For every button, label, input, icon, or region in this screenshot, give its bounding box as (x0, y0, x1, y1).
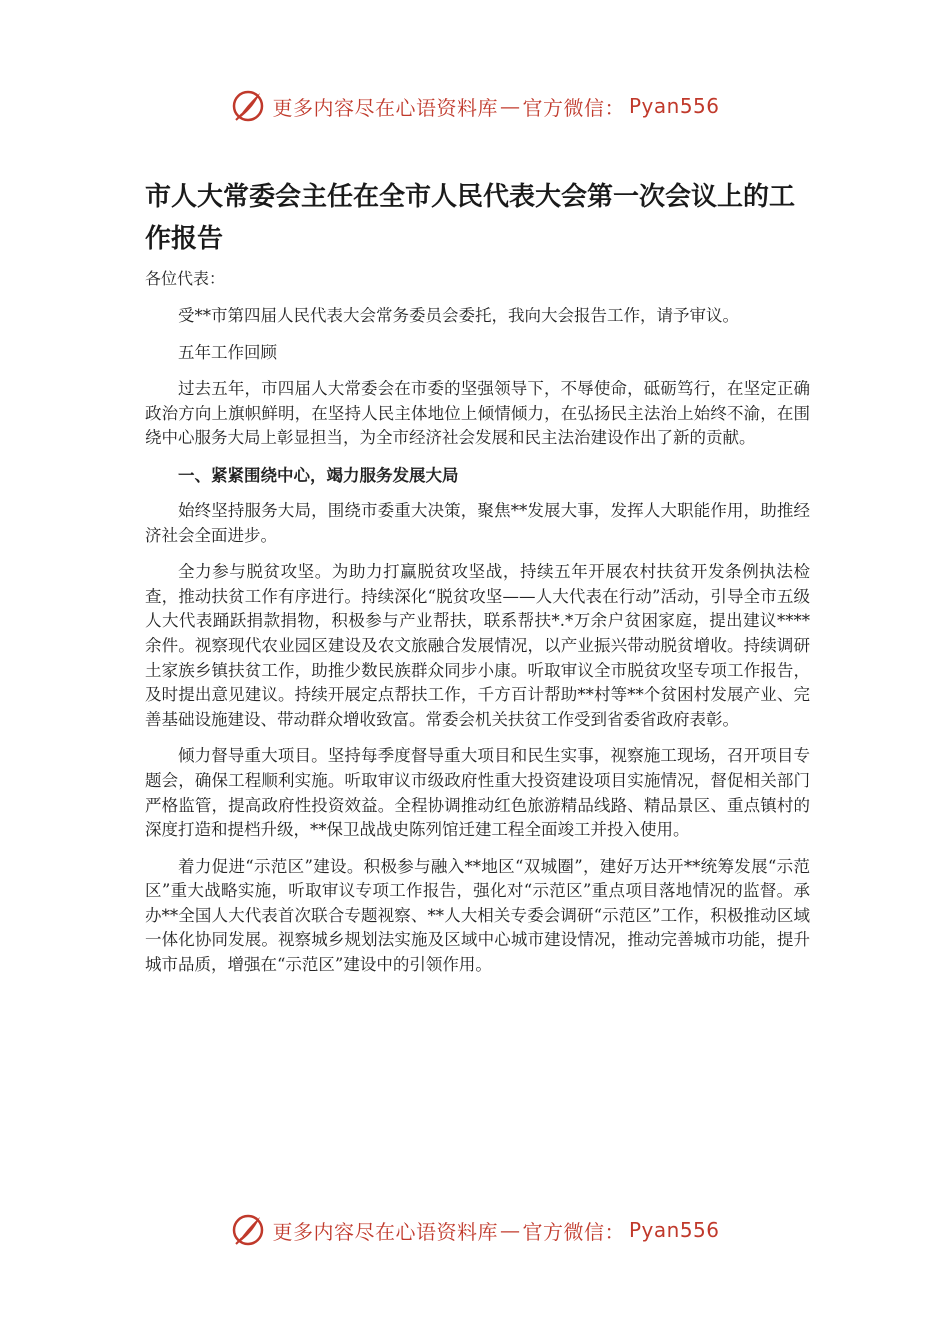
section-review-label: 五年工作回顾 (178, 342, 277, 362)
section-heading-1: 一、紧紧围绕中心，竭力服务发展大局 (178, 465, 459, 485)
banner-wechat-label: 官方微信： (522, 1219, 625, 1244)
banner-wechat-label: 官方微信： (522, 95, 625, 120)
document-title: 市人大常委会主任在全市人民代表大会第一次会议上的工作报告 (145, 182, 796, 254)
banner-dash: — (499, 1218, 521, 1242)
banner-dash: — (499, 94, 521, 118)
banner-main-text: 更多内容尽在心语资料库 (272, 95, 498, 120)
paragraph-poverty: 全力参与脱贫攻坚。为助力打赢脱贫攻坚战，持续五年开展农村扶贫开发条例执法检查，推动扶贫工作有序进行。持续深化“脱贫攻坚——人大代表在行动”活动，引导全市五级人大代表踊跃捐款捐物，积极参与产业帮扶，联系帮扶*.*万余户贫困家庭，提出建议****余件。视察现代农业园区建设及农文旅融合发展情况，以产业振兴带动脱贫增收。持续调研土家族乡镇扶贫工作，助推少数民族群众同步小康。听取审议全市脱贫攻坚专项工作报告，及时提出意见建议。持续开展定点帮扶工作，千方百计帮助**村等**个贫困村发展产业、完善基础设施建设、带动群众增收致富。常委会机关扶贫工作受到省委省政府表彰。 (145, 562, 810, 729)
review-paragraph: 过去五年，市四届人大常委会在市委的坚强领导下，不辱使命，砥砺笃行，在坚定正确政治方向上旗帜鲜明，在坚持人民主体地位上倾情倾力，在弘扬民主法治上始终不渝，在围绕中心服务大局上彰显担当，为全市经济社会发展和民主法治建设作出了新的贡献。 (145, 379, 810, 448)
banner-wechat-id: Pyan556 (628, 94, 720, 118)
footer-banner (0, 1210, 950, 1250)
header-banner (0, 86, 950, 126)
quill-logo-icon (230, 88, 266, 124)
quill-logo-icon (230, 1212, 266, 1248)
intro-paragraph: 受**市第四届人民代表大会常务委员会委托，我向大会报告工作，请予审议。 (178, 306, 739, 325)
salutation: 各位代表： (145, 269, 226, 288)
paragraph-demo-zone: 着力促进“示范区”建设。积极参与融入**地区“双城圈”，建好万达开**统筹发展“示范区”重大战略实施，听取审议专项工作报告，强化对“示范区”重点项目落地情况的监督。承办**全国人大代表首次联合专题视察、**人大相关专委会调研“示范区”工作，积极推动区域一体化协同发展。视察城乡规划法实施及区域中心城市建设情况，推动完善城市功能，提升城市品质，增强在“示范区”建设中的引领作用。 (145, 856, 810, 975)
paragraph-1: 始终坚持服务大局，围绕市委重大决策，聚焦**发展大事，发挥人大职能作用，助推经济社会全面进步。 (145, 500, 810, 545)
banner-wechat-id: Pyan556 (628, 1218, 720, 1242)
document-body (145, 176, 810, 990)
banner-main-text: 更多内容尽在心语资料库 (272, 1219, 498, 1244)
paragraph-projects: 倾力督导重大项目。坚持每季度督导重大项目和民生实事，视察施工现场，召开项目专题会，确保工程顺利实施。听取审议市级政府性重大投资建设项目实施情况，督促相关部门严格监管，提高政府性投资效益。全程协调推动红色旅游精品线路、精品景区、重点镇村的深度打造和提档升级，**保卫战战史陈列馆迁建工程全面竣工并投入使用。 (145, 746, 810, 840)
